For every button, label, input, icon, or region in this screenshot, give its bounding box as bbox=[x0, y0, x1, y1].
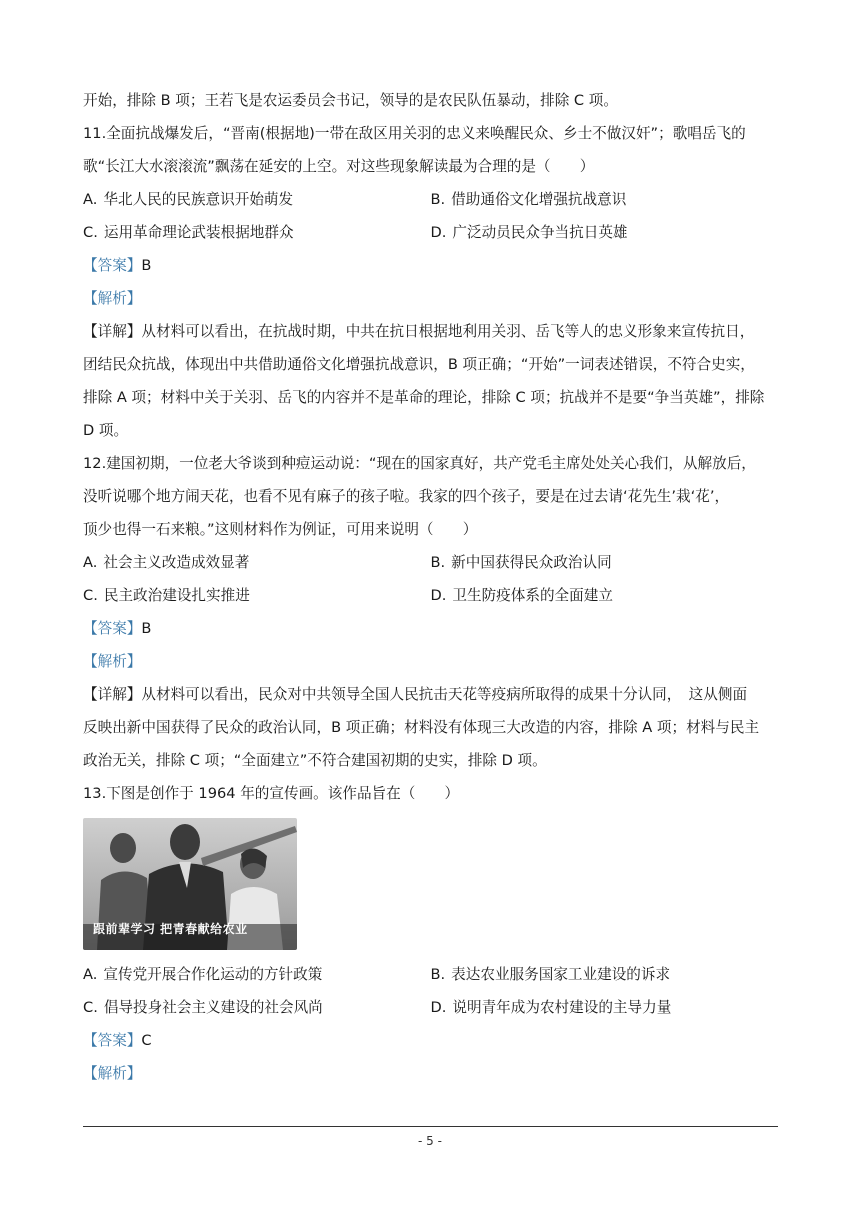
question-12-stem-3: 顶少也得一石来粮。”这则材料作为例证，可用来说明（ ） bbox=[83, 521, 478, 538]
option-b: B. 借助通俗文化增强抗战意识 bbox=[430, 191, 627, 208]
option-a: A. 宣传党开展合作化运动的方针政策 bbox=[83, 966, 323, 983]
answer-value: B bbox=[141, 620, 152, 637]
answer-tag: 【答案】 bbox=[83, 1032, 142, 1049]
option-a: A. 华北人民的民族意识开始萌发 bbox=[83, 191, 294, 208]
question-11-options-row-1 bbox=[83, 183, 778, 216]
answer-tag: 【答案】 bbox=[83, 257, 142, 274]
answer-line bbox=[83, 1024, 778, 1057]
text-line: 开始，排除 B 项；王若飞是农运委员会书记，领导的是农民队伍暴动，排除 C 项。 bbox=[83, 92, 618, 109]
question-13-options-row-2 bbox=[83, 991, 778, 1024]
question-13-stem: 13.下图是创作于 1964 年的宣传画。该作品旨在（ ） bbox=[83, 785, 460, 802]
option-d: D. 说明青年成为农村建设的主导力量 bbox=[430, 999, 672, 1016]
question-12-stem-1: 12.建国初期，一位老大爷谈到种痘运动说：“现在的国家真好，共产党毛主席处处关心我们，从解放后， bbox=[83, 455, 756, 472]
answer-value: B bbox=[141, 257, 152, 274]
answer-line bbox=[83, 612, 778, 645]
footer-divider bbox=[83, 1126, 778, 1127]
detail-line-3: 排除 A 项；材料中关于关羽、岳飞的内容并不是革命的理论，排除 C 项；抗战并不是要“争当英雄”，排除 bbox=[83, 389, 765, 406]
answer-tag: 【答案】 bbox=[83, 620, 142, 637]
question-13-options-row-1 bbox=[83, 958, 778, 991]
question-12-options-row-1 bbox=[83, 546, 778, 579]
analysis-line bbox=[83, 282, 778, 315]
option-a: A. 社会主义改造成效显著 bbox=[83, 554, 250, 571]
question-12-stem-2: 没听说哪个地方闹天花，也看不见有麻子的孩子啦。我家的四个孩子，要是在过去请‘花先生’栽‘花’， bbox=[83, 488, 730, 505]
detail-line-3: 政治无关，排除 C 项；“全面建立”不符合建国初期的史实，排除 D 项。 bbox=[83, 752, 547, 769]
detail-line-2: 团结民众抗战，体现出中共借助通俗文化增强抗战意识，B 项正确；“开始”一词表述错误，不符合史实， bbox=[83, 356, 755, 373]
analysis-tag: 【解析】 bbox=[83, 1065, 142, 1082]
answer-value: C bbox=[141, 1032, 152, 1049]
question-12-options-row-2 bbox=[83, 579, 778, 612]
detail-line-1: 【详解】从材料可以看出，在抗战时期，中共在抗日根据地利用关羽、岳飞等人的忠义形象来宣传抗日， bbox=[83, 323, 755, 340]
analysis-tag: 【解析】 bbox=[83, 290, 142, 307]
poster-caption: 跟前辈学习 把青春献给农业 bbox=[93, 922, 248, 936]
option-b: B. 表达农业服务国家工业建设的诉求 bbox=[430, 966, 671, 983]
propaganda-poster-image bbox=[83, 818, 297, 950]
option-c: C. 民主政治建设扎实推进 bbox=[83, 587, 250, 604]
detail-line-4: D 项。 bbox=[83, 422, 129, 439]
analysis-line bbox=[83, 645, 778, 678]
answer-line bbox=[83, 249, 778, 282]
option-b: B. 新中国获得民众政治认同 bbox=[430, 554, 612, 571]
detail-tag: 【详解】 bbox=[83, 323, 142, 340]
detail-line-2: 反映出新中国获得了民众的政治认同，B 项正确；材料没有体现三大改造的内容，排除 A 项；材料与民主 bbox=[83, 719, 760, 736]
page-number: - 5 - bbox=[418, 1134, 442, 1148]
question-11-stem-1: 11.全面抗战爆发后，“晋南(根据地)一带在敌区用关羽的忠义来唤醒民众、乡士不做汉奸”；歌唱岳飞的 bbox=[83, 125, 746, 142]
question-11-options-row-2 bbox=[83, 216, 778, 249]
question-11-stem-2: 歌“长江大水滚滚流”飘荡在延安的上空。对这些现象解读最为合理的是（ ） bbox=[83, 158, 595, 175]
analysis-tag: 【解析】 bbox=[83, 653, 142, 670]
document-page bbox=[83, 84, 778, 1090]
option-c: C. 倡导投身社会主义建设的社会风尚 bbox=[83, 999, 323, 1016]
detail-line-1: 【详解】从材料可以看出，民众对中共领导全国人民抗击天花等疫病所取得的成果十分认同， 这从侧面 bbox=[83, 686, 748, 703]
option-c: C. 运用革命理论武装根据地群众 bbox=[83, 224, 294, 241]
option-d: D. 卫生防疫体系的全面建立 bbox=[430, 587, 613, 604]
analysis-line bbox=[83, 1057, 778, 1090]
option-d: D. 广泛动员民众争当抗日英雄 bbox=[430, 224, 628, 241]
detail-tag: 【详解】 bbox=[83, 686, 142, 703]
